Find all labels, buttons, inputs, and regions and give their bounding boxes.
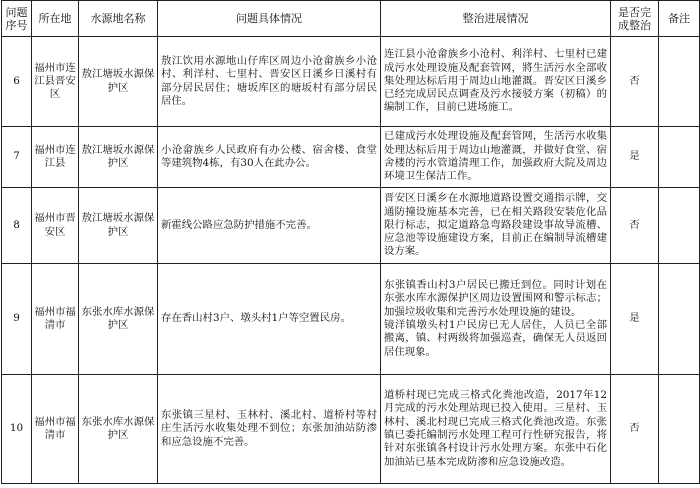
cell-progress <box>381 188 611 264</box>
cell-location: 福州市连江县晋安区 <box>32 37 79 127</box>
table-row <box>2 264 700 375</box>
table-row <box>2 375 700 484</box>
cell-seq: 8 <box>2 188 32 264</box>
cell-remarks <box>659 188 700 264</box>
header-source-name: 水源地名称 <box>79 1 158 37</box>
cell-progress <box>381 375 611 484</box>
cell-location: 福州市福清市 <box>32 375 79 484</box>
progress-paragraph: 镜洋镇墩头村1户民房已无人居住，人员已全部搬离，镇、村两级将加强巡查，确保无人员返回居住现象。 <box>384 319 607 358</box>
cell-completed: 否 <box>611 375 659 484</box>
cell-remarks <box>659 127 700 188</box>
progress-paragraph: 连江县小沧畲族乡小沧村、利洋村、七里村已建成污水处理设施及配套管网，將生活污水全部收集处理达标后用于周边山地灌溉。晋安区日溪乡已经完成居民点调查及污水接驳方案（初稿）的编制工作，目前已进场施工。 <box>384 48 607 114</box>
progress-paragraph: 道桥村现已完成三格式化粪池改造，2017年12月完成的污水处理站现已投入使用。三星村、玉林村、溪北村现已完成三格式化粪池改造。东张镇已委托编制污水处理工程可行性研究报告，将针对东张镇各村设计污水处理方案。东张中石化加油站已基本完成防渗和应急设施改造。 <box>384 389 607 468</box>
header-location: 所在地 <box>32 1 79 37</box>
header-seq: 问题序号 <box>2 1 32 37</box>
table-row <box>2 188 700 264</box>
cell-remarks <box>659 37 700 127</box>
cell-source-name: 敖江塘坂水源保护区 <box>79 188 158 264</box>
cell-completed: 否 <box>611 37 659 127</box>
rectification-table <box>1 0 700 484</box>
cell-problem: 敖江饮用水源地山仔库区周边小沧畲族乡小沧村、利洋村、七里村、晋安区日溪乡日溪村有部分居民居住；塘坂库区的塘坂村有部分居民居住。 <box>158 37 381 127</box>
cell-problem: 东张镇三星村、玉林村、溪北村、道桥村等村庄生活污水收集处理不到位；东张加油站防渗和应急设施不完善。 <box>158 375 381 484</box>
progress-paragraph: 东张镇香山村3户居民已搬迁到位。同时计划在东张水库水源保护区周边设置围网和警示标志；加强垃圾收集和完善污水处理设施的建设。 <box>384 279 607 318</box>
cell-progress <box>381 264 611 375</box>
header-row <box>2 1 700 37</box>
cell-location: 福州市福清市 <box>32 264 79 375</box>
cell-seq: 7 <box>2 127 32 188</box>
cell-progress <box>381 37 611 127</box>
cell-problem: 小沧畲族乡人民政府有办公楼、宿舍楼、食堂等建筑物4栋，有30人在此办公。 <box>158 127 381 188</box>
cell-location: 福州市连江县 <box>32 127 79 188</box>
cell-seq: 9 <box>2 264 32 375</box>
cell-source-name: 东张水库水源保护区 <box>79 264 158 375</box>
cell-completed: 否 <box>611 188 659 264</box>
cell-source-name: 敖江塘坂水源保护区 <box>79 127 158 188</box>
table-row <box>2 127 700 188</box>
progress-paragraph: 晋安区日溪乡在水源地道路设置交通指示牌，交通防撞设施基本完善，已在相关路段安装危化品限行标志，拟定道路急弯路段建设事故导流槽、应急池等设施建设方案，目前正在编制导流槽建设方案。 <box>384 192 607 258</box>
cell-source-name: 敖江塘坂水源保护区 <box>79 37 158 127</box>
header-remarks: 备注 <box>659 1 700 37</box>
cell-remarks <box>659 264 700 375</box>
header-problem: 问题具体情况 <box>158 1 381 37</box>
cell-remarks <box>659 375 700 484</box>
table-row <box>2 37 700 127</box>
progress-paragraph: 已建成污水处理设施及配套管网，生活污水收集处理达标后用于周边山地灌溉，并做好食堂、宿舍楼的污水管道清理工作，加强政府大院及周边环境卫生保洁工作。 <box>384 130 607 183</box>
cell-completed: 是 <box>611 264 659 375</box>
cell-problem: 存在香山村3户、墩头村1户等空置民房。 <box>158 264 381 375</box>
cell-source-name: 东张水库水源保护区 <box>79 375 158 484</box>
header-progress: 整治进展情况 <box>381 1 611 37</box>
cell-seq: 10 <box>2 375 32 484</box>
cell-seq: 6 <box>2 37 32 127</box>
header-completed: 是否完成整治 <box>611 1 659 37</box>
cell-completed: 是 <box>611 127 659 188</box>
cell-progress <box>381 127 611 188</box>
cell-location: 福州市晋安区 <box>32 188 79 264</box>
cell-problem: 新霍线公路应急防护措施不完善。 <box>158 188 381 264</box>
